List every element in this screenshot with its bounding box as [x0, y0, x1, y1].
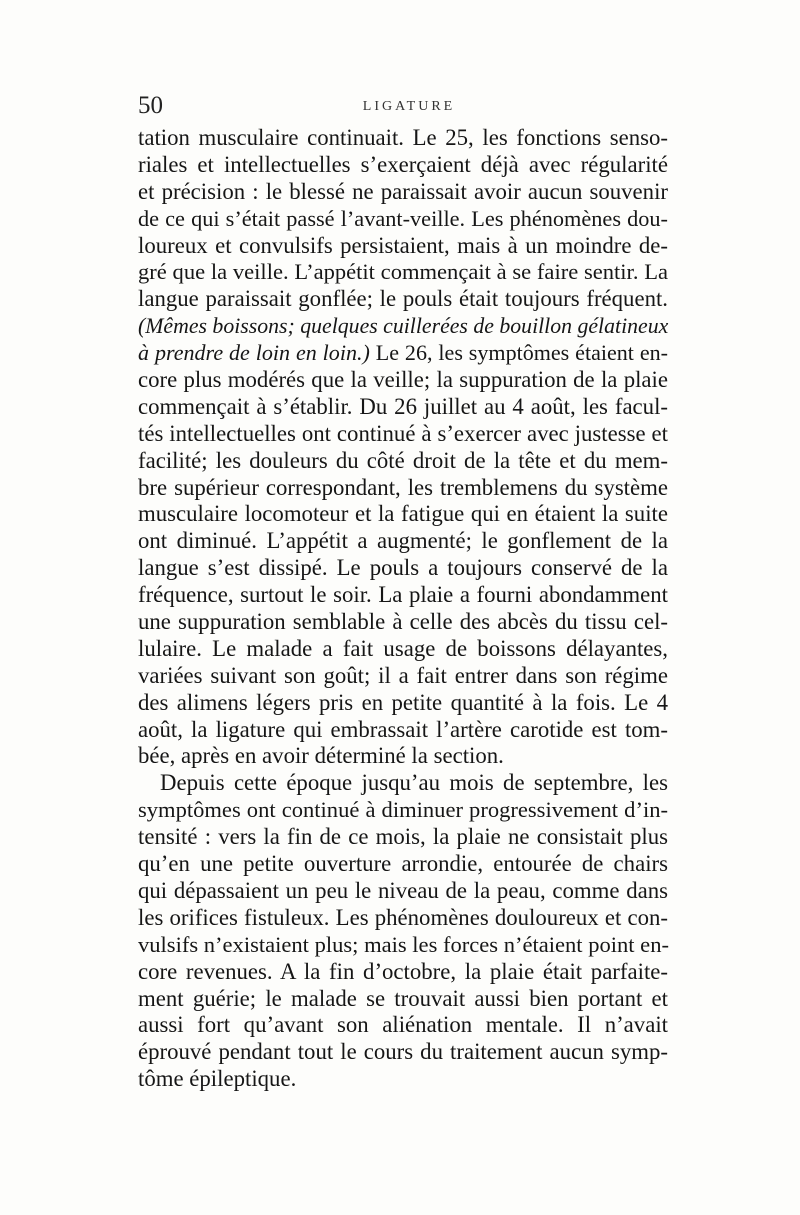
text-line: éprouvé pendant tout le cours du traitement aucun symp-: [138, 1039, 668, 1065]
text-line: vulsifs n’existaient plus; mais les forces n’étaient point en-: [138, 931, 669, 957]
text-line: tation musculaire continuait. Le 25, les fonctions senso-: [138, 125, 668, 150]
text-line: et précision : le blessé ne paraissait avoir aucun souvenir: [138, 178, 668, 204]
text-line: core revenues. A la fin d’octobre, la plaie était parfaite-: [138, 958, 668, 984]
running-title: LIGATURE: [362, 99, 456, 114]
text-line: une suppuration semblable à celle des abcès du tissu cel-: [138, 609, 668, 635]
text-line: tés intellectuelles ont continué à s’exercer avec justesse et: [138, 420, 668, 446]
text-line: des alimens légers pris en petite quantité à la fois. Le 4: [138, 689, 668, 715]
text-line: tensité : vers la fin de ce mois, la plaie ne consistait plus: [138, 824, 668, 850]
text-line: riales et intellectuelles s’exerçaient déjà avec régularité: [138, 151, 668, 177]
text-line: core plus modérés que la veille; la suppuration de la plaie: [138, 367, 668, 393]
text-fragment: Le 26, les symptômes étaient en-: [369, 340, 668, 366]
text-line: langue s’est dissipé. Le pouls a toujours conservé de la: [138, 555, 668, 581]
text-line: musculaire locomoteur et la fatigue qui en étaient la suite: [138, 501, 668, 527]
text-line: lulaire. Le malade a fait usage de boissons délayantes,: [138, 635, 668, 661]
text-line: bre supérieur correspondant, les tremblemens du système: [138, 474, 668, 500]
text-line: les orifices fistuleux. Les phénomènes douloureux et con-: [138, 904, 668, 930]
text-line: commençait à s’établir. Du 26 juillet au 4 août, les facul-: [138, 393, 668, 419]
text-line: loureux et convulsifs persistaient, mais à un moindre de-: [138, 232, 668, 258]
text-line: facilité; les douleurs du côté droit de la tête et du mem-: [138, 447, 668, 473]
body-text: [138, 125, 668, 1093]
text-line: Depuis cette époque jusqu’au mois de septembre, les: [160, 770, 668, 796]
text-line: qu’en une petite ouverture arrondie, entourée de chairs: [138, 851, 668, 877]
text-line: symptômes ont continué à diminuer progressivement d’in-: [138, 797, 668, 823]
text-line: ont diminué. L’appétit a augmenté; le gonflement de la: [138, 528, 668, 554]
text-line-mixed: [138, 340, 668, 367]
text-line: bée, après en avoir déterminé la section.: [138, 743, 504, 769]
text-line: gré que la veille. L’appétit commençait à se faire sentir. La: [138, 259, 668, 285]
text-line: qui dépassaient un peu le niveau de la peau, comme dans: [138, 877, 668, 903]
text-line: variées suivant son goût; il a fait entrer dans son régime: [138, 662, 668, 688]
text-line: ment guérie; le malade se trouvait aussi bien portant et: [138, 985, 668, 1011]
text-line: fréquence, surtout le soir. La plaie a fourni abondamment: [138, 582, 668, 608]
text-line: langue paraissait gonflée; le pouls était toujours fréquent.: [138, 286, 668, 312]
page-number: 50: [138, 92, 163, 119]
text-line-italic: (Mêmes boissons; quelques cuillerées de bouillon gélatineux: [138, 314, 669, 339]
text-line: août, la ligature qui embrassait l’artère carotide est tom-: [138, 716, 668, 742]
text-line: aussi fort qu’avant son aliénation mentale. Il n’avait: [138, 1012, 668, 1038]
italic-fragment: à prendre de loin en loin.): [138, 340, 370, 366]
text-line: de ce qui s’était passé l’avant-veille. Les phénomènes dou-: [138, 205, 668, 231]
text-line: tôme épileptique.: [138, 1066, 297, 1092]
